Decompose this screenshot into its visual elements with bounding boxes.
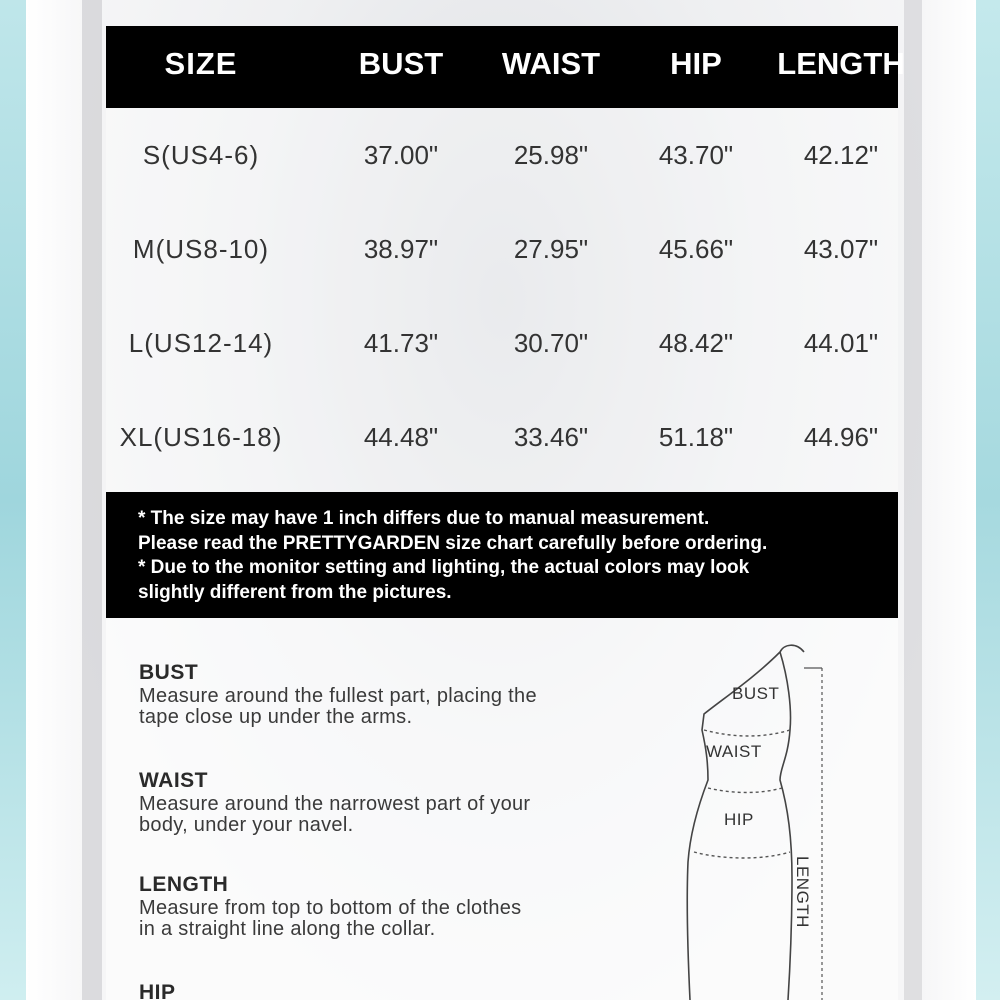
guide-waist — [139, 768, 619, 836]
diagram-label-hip: HIP — [724, 810, 754, 829]
length-cell: 42.12" — [803, 140, 879, 170]
bust-cell: 41.73" — [363, 328, 439, 358]
hip-cell: 48.42" — [658, 328, 734, 358]
right-window-edge — [976, 0, 1000, 1000]
measurement-guide — [106, 618, 898, 1000]
guide-text: body, under your navel. — [139, 814, 354, 836]
note-line: * Due to the monitor setting and lighting, the actual colors may look — [138, 557, 750, 578]
note-line: Please read the PRETTYGARDEN size chart carefully before ordering. — [138, 532, 768, 554]
dress-diagram — [684, 638, 844, 1000]
header-bust: BUST — [358, 46, 444, 81]
waist-cell: 30.70" — [513, 328, 589, 358]
header-size: SIZE — [164, 46, 238, 81]
header-waist: WAIST — [501, 46, 601, 81]
left-window-edge — [0, 0, 26, 1000]
guide-text: in a straight line along the collar. — [139, 918, 436, 940]
length-cell: 44.01" — [803, 328, 879, 358]
guide-hip — [139, 980, 619, 1000]
hip-cell: 43.70" — [658, 140, 734, 170]
length-cell: 44.96" — [803, 422, 879, 452]
size-cell: M(US8-10) — [132, 234, 270, 264]
bust-cell: 37.00" — [363, 140, 439, 170]
note-line: slightly different from the pictures. — [138, 581, 452, 603]
card-shadow-left — [82, 0, 102, 1000]
size-cell: L(US12-14) — [128, 328, 274, 358]
diagram-label-bust: BUST — [732, 684, 780, 703]
size-chart-image — [82, 0, 922, 1000]
table-row — [106, 296, 898, 390]
bust-cell: 44.48" — [363, 422, 439, 452]
guide-heading: WAIST — [139, 769, 208, 792]
guide-text: Measure around the narrowest part of your — [139, 793, 531, 815]
length-cell: 43.07" — [803, 234, 879, 264]
left-frame — [26, 0, 82, 1000]
note-line: * The size may have 1 inch differs due to manual measurement. — [138, 508, 710, 529]
guide-text: tape close up under the arms. — [139, 706, 413, 728]
header-length: LENGTH — [777, 46, 905, 81]
table-row — [106, 390, 898, 484]
right-frame — [922, 0, 976, 1000]
size-notes — [106, 492, 898, 618]
guide-text: Measure around the fullest part, placing the — [139, 685, 537, 707]
hip-cell: 45.66" — [658, 234, 734, 264]
hip-cell: 51.18" — [658, 422, 734, 452]
waist-cell: 25.98" — [513, 140, 589, 170]
table-row — [106, 108, 898, 202]
guide-heading: HIP — [139, 981, 176, 1000]
size-table-body — [106, 108, 898, 492]
guide-text: Measure from top to bottom of the clothes — [139, 897, 522, 919]
guide-heading: LENGTH — [139, 873, 229, 896]
size-table-header — [106, 26, 905, 108]
diagram-label-waist: WAIST — [706, 742, 762, 761]
guide-length — [139, 872, 619, 940]
waist-cell: 27.95" — [513, 234, 589, 264]
guide-bust — [139, 660, 619, 728]
diagram-label-length: LENGTH — [793, 856, 812, 928]
waist-cell: 33.46" — [513, 422, 589, 452]
table-row — [106, 202, 898, 296]
header-hip: HIP — [670, 46, 722, 81]
size-cell: XL(US16-18) — [119, 422, 283, 452]
bust-cell: 38.97" — [363, 234, 439, 264]
guide-heading: BUST — [139, 661, 199, 684]
size-cell: S(US4-6) — [142, 140, 260, 170]
